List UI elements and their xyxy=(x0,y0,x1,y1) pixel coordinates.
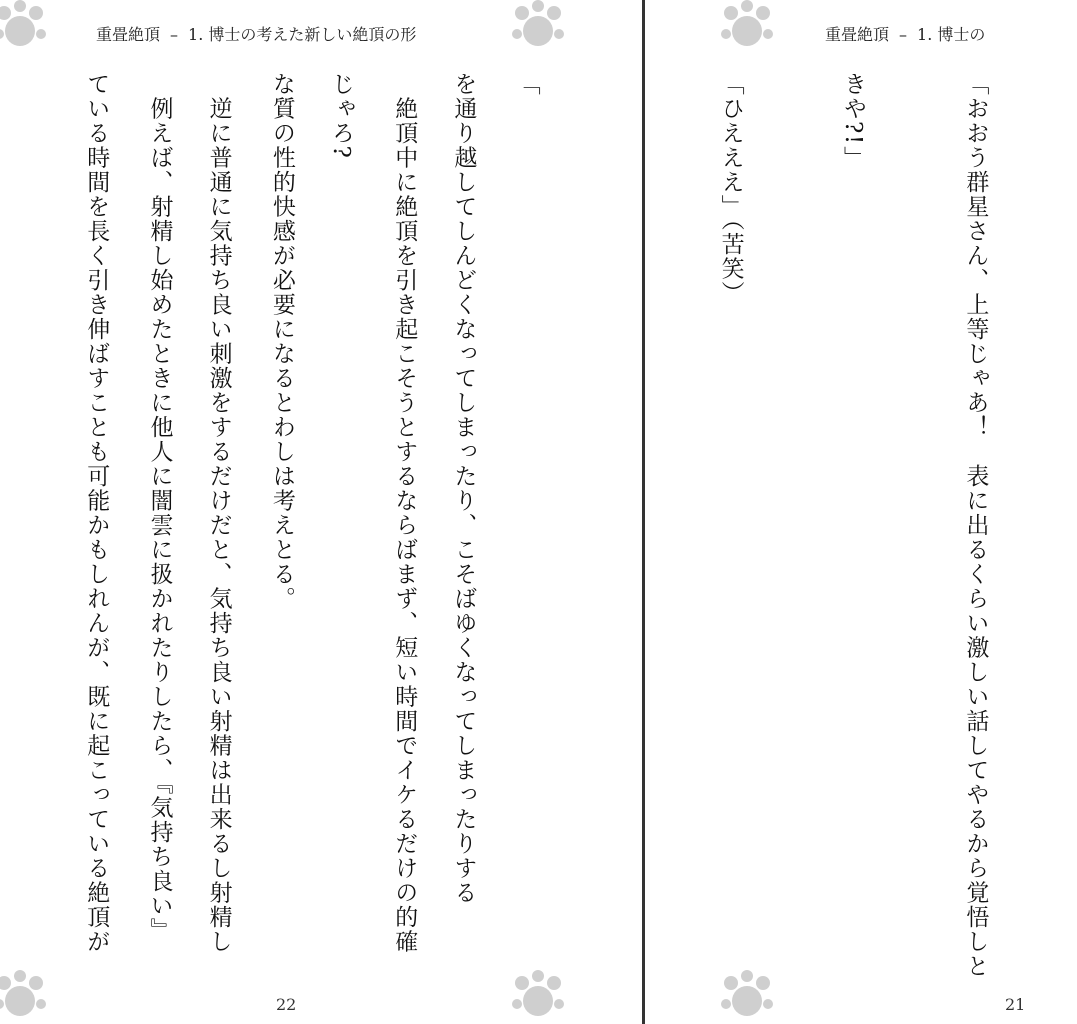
header-separator: – xyxy=(170,25,179,44)
header-separator: – xyxy=(899,25,908,44)
header-title: 重畳絶頂 xyxy=(96,25,161,44)
page-number: 21 xyxy=(1005,995,1026,1014)
header-title: 重畳絶頂 xyxy=(825,25,890,44)
text-line: ている時間を長く引き伸ばすことも可能かもしれんが、既に起こっている絶頂が xyxy=(83,72,110,954)
text-line: を通り越してしんどくなってしまったり、こそばゆくなってしまったりする xyxy=(450,72,477,905)
text-line: 「おおう群星さん、上等じゃあ！ 表に出るくらい激しい話してやるから覚悟しと xyxy=(962,72,989,979)
page-number: 22 xyxy=(276,995,297,1014)
text-line: じゃろ? xyxy=(328,72,355,160)
header-chapter: 1. 博士の考えた新しい絶頂の形 xyxy=(188,25,417,44)
paw-print-icon xyxy=(512,970,564,1022)
paw-print-icon xyxy=(0,0,46,52)
running-header xyxy=(825,22,985,45)
paw-print-icon xyxy=(0,970,46,1022)
paw-print-icon xyxy=(721,970,773,1022)
text-line: 例えば、射精し始めたときに他人に闇雲に扱かれたりしたら、『気持ち良い』 xyxy=(146,72,173,943)
text-line: 逆に普通に気持ち良い刺激をするだけだと、気持ち良い射精は出来るし射精し xyxy=(205,72,232,954)
text-line: 「ひえええ」（苦笑） xyxy=(717,72,744,306)
running-header xyxy=(96,22,416,45)
paw-print-icon xyxy=(512,0,564,52)
text-line: 「 xyxy=(513,72,540,97)
paw-print-icon xyxy=(721,0,773,52)
header-chapter: 1. 博士の xyxy=(917,25,986,44)
text-line: 絶頂中に絶頂を引き起こそうとするならばまず、短い時間でイケるだけの的確 xyxy=(391,72,418,954)
text-line: きや?!」 xyxy=(840,72,867,171)
text-line: な質の性的快感が必要になるとわしは考えとる。 xyxy=(268,72,295,611)
